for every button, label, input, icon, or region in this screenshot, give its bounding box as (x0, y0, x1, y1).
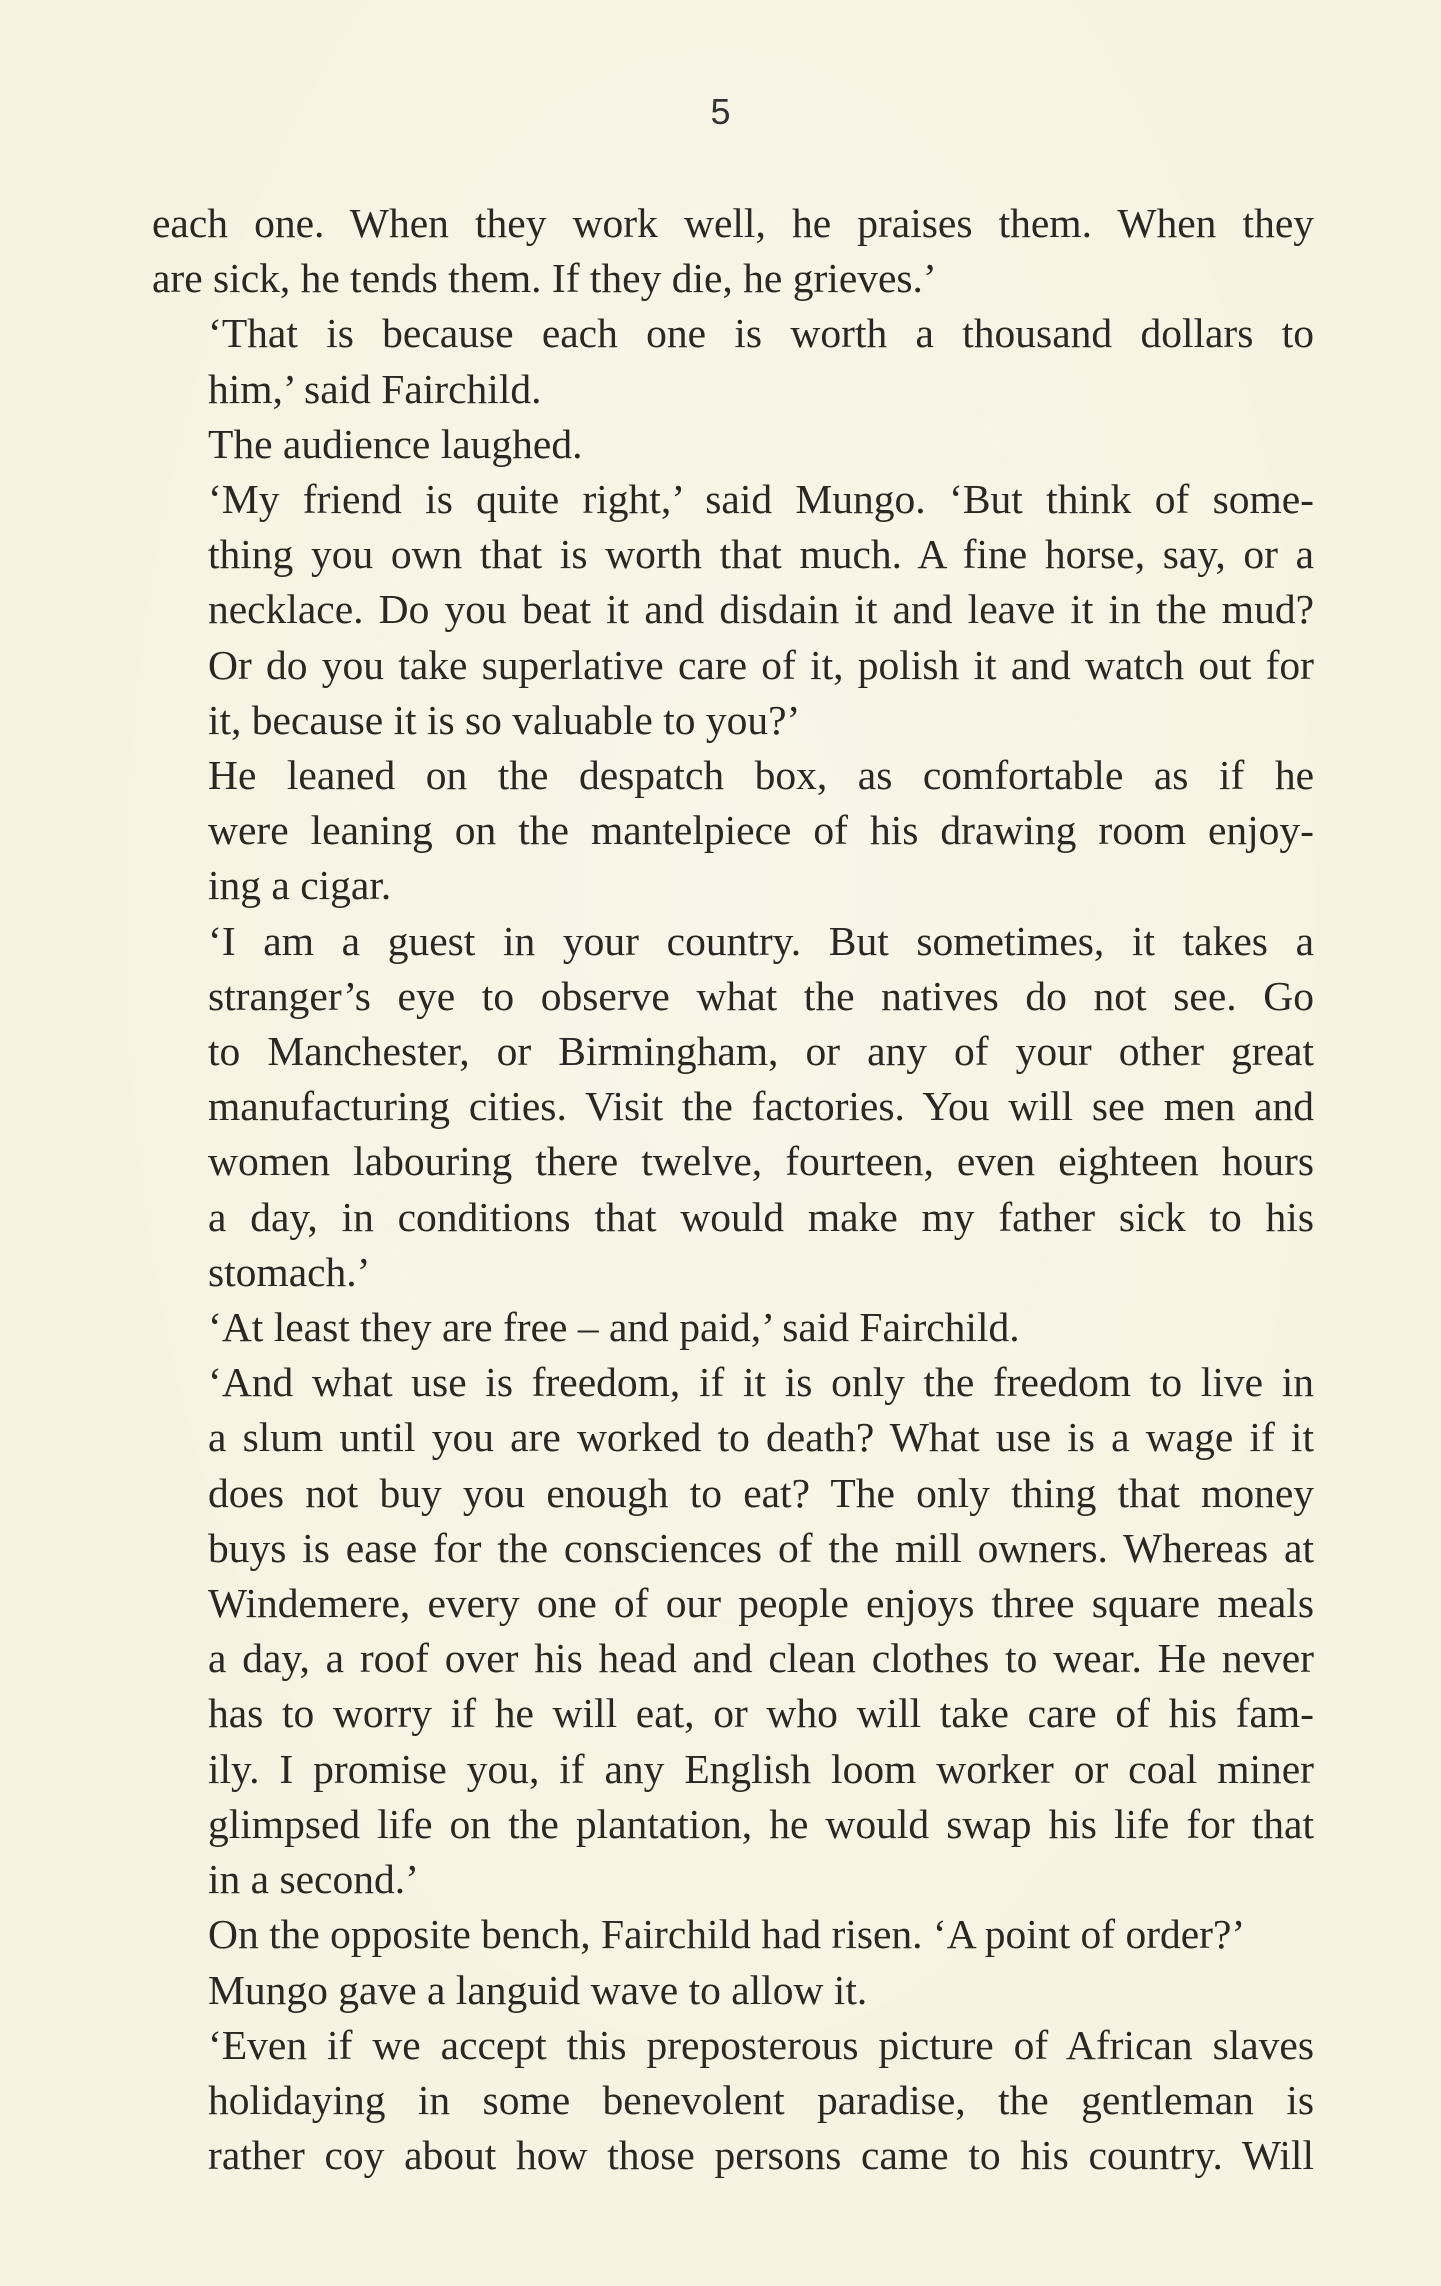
paragraph (152, 1963, 1314, 2018)
text-line: women labouring there twelve, fourteen, even eighteen hours (208, 1138, 1314, 1185)
text-line: has to worry if he will eat, or who will take care of his fam- (208, 1690, 1314, 1737)
text-line: On the opposite bench, Fairchild had risen. ‘A point of order?’ (208, 1911, 1246, 1958)
paragraph (152, 1907, 1314, 1962)
text-line: ‘At least they are free – and paid,’ said Fairchild. (208, 1304, 1020, 1351)
text-line: The audience laughed. (208, 420, 583, 467)
paragraph (152, 196, 1314, 306)
paragraph (152, 472, 1314, 748)
text-line: ‘I am a guest in your country. But sometimes, it takes a (208, 917, 1314, 964)
text-line: each one. When they work well, he praises them. When they (152, 200, 1314, 246)
text-line: ing a cigar. (208, 862, 392, 909)
paragraph (152, 1300, 1314, 1355)
text-line: ‘Even if we accept this preposterous picture of African slaves (208, 2021, 1314, 2068)
text-line: to Manchester, or Birmingham, or any of your other great (208, 1028, 1314, 1075)
text-line: thing you own that is worth that much. A fine horse, say, or a (208, 531, 1314, 578)
paragraph (152, 914, 1314, 1300)
text-line: ‘And what use is freedom, if it is only the freedom to live in (208, 1359, 1314, 1406)
text-line: Mungo gave a languid wave to allow it. (208, 1966, 868, 2013)
paragraph (152, 306, 1314, 416)
paragraph (152, 1355, 1314, 1907)
text-line: glimpsed life on the plantation, he would swap his life for that (208, 1800, 1314, 1847)
text-line: were leaning on the mantelpiece of his drawing room enjoy- (208, 807, 1314, 854)
text-line: him,’ said Fairchild. (208, 365, 542, 412)
text-line: in a second.’ (208, 1856, 419, 1903)
text-line: does not buy you enough to eat? The only thing that money (208, 1469, 1314, 1516)
text-line: manufacturing cities. Visit the factories. You will see men and (208, 1083, 1314, 1130)
paragraph (152, 417, 1314, 472)
text-line: Or do you take superlative care of it, polish it and watch out for (208, 641, 1314, 688)
text-line: ‘My friend is quite right,’ said Mungo. ‘But think of some- (208, 476, 1314, 523)
text-line: stomach.’ (208, 1248, 371, 1295)
text-line: it, because it is so valuable to you?’ (208, 696, 801, 743)
text-line: a day, in conditions that would make my father sick to his (208, 1193, 1314, 1240)
text-line: ‘That is because each one is worth a thousand dollars to (208, 310, 1314, 357)
text-line: are sick, he tends them. If they die, he grieves.’ (152, 255, 937, 302)
text-line: a slum until you are worked to death? What use is a wage if it (208, 1414, 1314, 1461)
paragraph (152, 748, 1314, 914)
page-number: 5 (710, 91, 731, 132)
text-line: a day, a roof over his head and clean clothes to wear. He never (208, 1635, 1314, 1682)
text-line: Windemere, every one of our people enjoys three square meals (208, 1580, 1314, 1627)
text-line: stranger’s eye to observe what the natives do not see. Go (208, 972, 1314, 1019)
text-line: holidaying in some benevolent paradise, the gentleman is (208, 2076, 1314, 2123)
text-line: ily. I promise you, if any English loom worker or coal miner (208, 1745, 1314, 1792)
text-line: He leaned on the despatch box, as comfortable as if he (208, 752, 1314, 799)
body-text (152, 196, 1314, 2183)
text-line: rather coy about how those persons came to his country. Will (208, 2132, 1314, 2179)
paragraph (152, 2018, 1314, 2184)
text-line: buys is ease for the consciences of the mill owners. Whereas at (208, 1524, 1314, 1571)
text-line: necklace. Do you beat it and disdain it and leave it in the mud? (208, 586, 1314, 633)
